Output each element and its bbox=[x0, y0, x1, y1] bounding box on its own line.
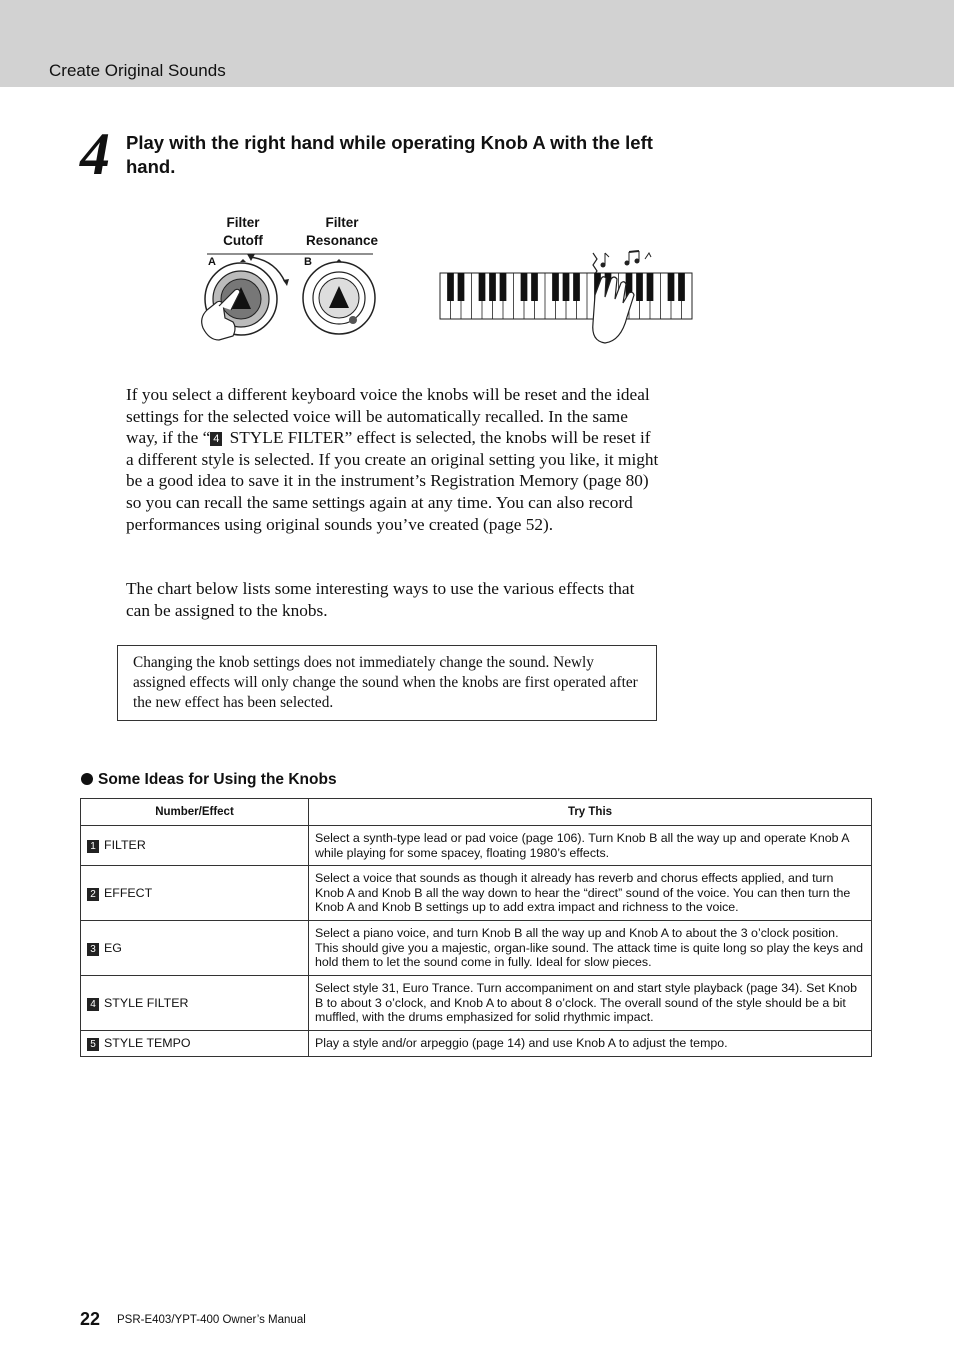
table-row bbox=[81, 826, 872, 866]
knob-b-icon bbox=[303, 262, 375, 334]
paragraph-1-after: STYLE FILTER” effect is selected, the knobs will be reset if a different style is selected. If you create an original setting you like, it might be a good idea to save it in the instrument’s Registration Memory (page 80) so you can recall the same settings again at any time. You can also record performances using original sounds you’ve created (page 52). bbox=[126, 428, 659, 534]
effect-number: 3 bbox=[87, 943, 99, 956]
effect-name: STYLE FILTER bbox=[104, 995, 189, 1010]
black-key bbox=[479, 273, 486, 301]
black-key bbox=[563, 273, 570, 301]
effect-name: STYLE TEMPO bbox=[104, 1036, 191, 1050]
knob-illustration bbox=[195, 210, 395, 350]
knob-ideas-table bbox=[80, 798, 872, 1057]
black-key bbox=[668, 273, 675, 301]
paragraph-2: The chart below lists some interesting ways to use the various effects that can be assigned to the knobs. bbox=[126, 579, 635, 620]
knob-a-letter: A bbox=[208, 256, 216, 268]
keyboard-drawing bbox=[435, 245, 700, 350]
effect-name: EFFECT bbox=[104, 885, 153, 900]
effect-cell bbox=[81, 921, 309, 976]
knobs-drawing bbox=[195, 210, 395, 350]
effect-cell bbox=[81, 1031, 309, 1057]
black-key bbox=[489, 273, 496, 301]
style-filter-number-badge: 4 bbox=[210, 432, 222, 446]
table-row bbox=[81, 1031, 872, 1057]
note-box: Changing the knob settings does not immediately change the sound. Newly assigned effects will only change the sound when the knobs are first operated after the new effect has been selected. bbox=[117, 645, 657, 721]
column-header-try-this: Try This bbox=[309, 799, 872, 826]
page-number: 22 bbox=[80, 1309, 101, 1329]
step-instruction: Play with the right hand while operating Knob A with the left hand. bbox=[126, 132, 653, 177]
knob-b-letter: B bbox=[304, 256, 312, 268]
paragraph-1 bbox=[126, 384, 661, 535]
effect-name: EG bbox=[104, 940, 122, 955]
step-number: 4 bbox=[80, 121, 110, 187]
knob-a-label-line1: Filter bbox=[226, 215, 260, 230]
table-row bbox=[81, 866, 872, 921]
knob-b-label-line1: Filter bbox=[325, 215, 359, 230]
knob-a-label-line2: Cutoff bbox=[223, 233, 263, 248]
effect-number: 4 bbox=[87, 998, 99, 1011]
table-heading-text: Some Ideas for Using the Knobs bbox=[98, 771, 337, 788]
black-key bbox=[636, 273, 643, 301]
manual-title: PSR-E403/YPT-400 Owner’s Manual bbox=[117, 1314, 306, 1326]
black-key bbox=[531, 273, 538, 301]
try-this-cell: Select a synth-type lead or pad voice (page 106). Turn Knob B all the way up and operate Knob A while playing for some spacey, floating 1980’s effects. bbox=[309, 826, 872, 866]
table-header-row bbox=[81, 799, 872, 826]
paragraph-1-before: If you select a different keyboard voice the knobs will be reset and the ideal settings for the selected voice will be automatically recalled. In the same way, if the “ bbox=[126, 385, 650, 448]
table-row bbox=[81, 976, 872, 1031]
try-this-cell: Play a style and/or arpeggio (page 14) and use Knob A to adjust the tempo. bbox=[309, 1031, 872, 1057]
black-key bbox=[458, 273, 465, 301]
black-key bbox=[552, 273, 559, 301]
column-header-number-effect: Number/Effect bbox=[81, 799, 309, 826]
black-key bbox=[500, 273, 507, 301]
effect-number: 5 bbox=[87, 1038, 99, 1051]
effect-cell bbox=[81, 866, 309, 921]
effect-cell bbox=[81, 976, 309, 1031]
music-notes-icon bbox=[593, 251, 651, 275]
try-this-cell: Select style 31, Euro Trance. Turn accompaniment on and start style playback (page 34). Set Knob B to about 3 o’clock, and Knob A to about 8 o’clock. The overall sound of the style should be a bit muffled, with the drums emphasized for solid rhythmic impact. bbox=[309, 976, 872, 1031]
black-key bbox=[447, 273, 454, 301]
section-title: Create Original Sounds bbox=[49, 61, 226, 80]
try-this-cell: Select a piano voice, and turn Knob B all the way up and Knob A to about the 3 o’clock position. This should give you a majestic, organ-like sound. The attack time is quite long so play the keys and hold them to let the sound come in fully. Ideal for slow pieces. bbox=[309, 921, 872, 976]
effect-name: FILTER bbox=[104, 838, 146, 852]
bullet-icon bbox=[81, 773, 93, 785]
keyboard-illustration bbox=[435, 245, 700, 355]
black-key bbox=[521, 273, 528, 301]
black-key bbox=[678, 273, 685, 301]
effect-number: 1 bbox=[87, 840, 99, 853]
table-row bbox=[81, 921, 872, 976]
black-key bbox=[573, 273, 580, 301]
try-this-cell: Select a voice that sounds as though it already has reverb and chorus effects applied, and turn Knob A and Knob B all the way down to hear the “direct” sound of the voice. You can then turn the Knob A and Knob B settings up to add extra impact and richness to the voice. bbox=[309, 866, 872, 921]
knob-b-label-line2: Resonance bbox=[305, 233, 379, 248]
table-heading bbox=[81, 771, 337, 789]
black-keys bbox=[447, 273, 685, 301]
black-key bbox=[647, 273, 654, 301]
effect-number: 2 bbox=[87, 888, 99, 901]
effect-cell bbox=[81, 826, 309, 866]
